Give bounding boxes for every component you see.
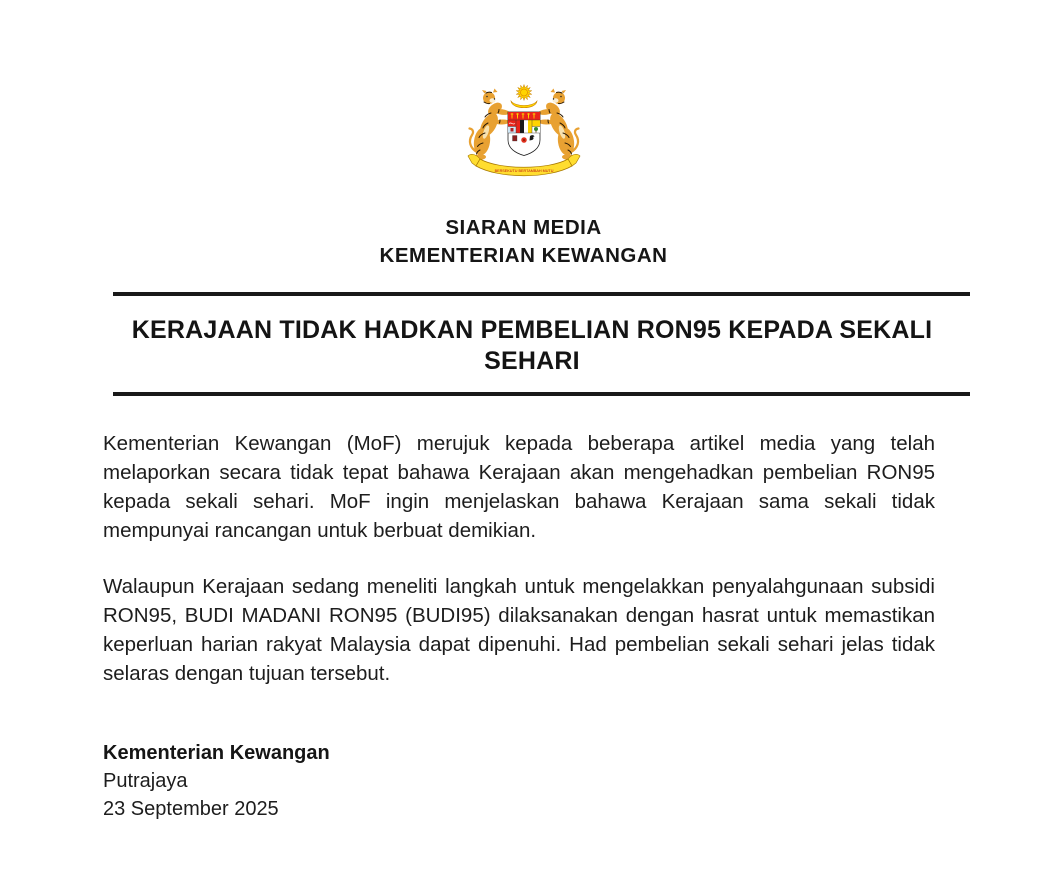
signoff-date: 23 September 2025 [103, 798, 279, 820]
tiger-right-supporter [538, 89, 578, 160]
crescent [511, 101, 537, 108]
press-release-label: SIARAN MEDIA [445, 216, 602, 239]
divider-bottom [113, 392, 970, 396]
tiger-left-supporter [469, 89, 509, 160]
paragraph-1: Kementerian Kewangan (MoF) merujuk kepada beberapa artikel media yang telah melaporkan secara tidak tepat bahawa Kerajaan akan mengehadkan pembelian RON95 kepada sekali sehari. MoF ingin menjelaskan bahawa Kerajaan sama sekali tidak mempunyai rancangan untuk berbuat demikian. [103, 432, 935, 542]
signoff-location: Putrajaya [103, 770, 188, 792]
press-release-title: KERAJAAN TIDAK HADKAN PEMBELIAN RON95 KEPADA SEKALI SEHARI [131, 316, 933, 375]
divider-top [113, 292, 970, 296]
motto-text: BERSEKUTU BERTAMBAH MUTU [494, 169, 553, 173]
fourteen-point-star [516, 85, 532, 101]
malaysia-coat-of-arms [454, 84, 594, 189]
shield [508, 112, 540, 156]
document-header [0, 214, 1047, 270]
signoff-block [103, 739, 971, 823]
body-text [103, 429, 971, 688]
ministry-name: KEMENTERIAN KEWANGAN [379, 244, 668, 267]
coat-of-arms-graphic [454, 84, 594, 189]
signoff-organisation: Kementerian Kewangan [103, 742, 330, 764]
paragraph-2: Walaupun Kerajaan sedang meneliti langkah untuk mengelakkan penyalahgunaan subsidi RON95, BUDI MADANI RON95 (BUDI95) dilaksanakan dengan hasrat untuk memastikan keperluan harian rakyat Malaysia dapat dipenuhi. Had pembelian sekali sehari jelas tidak selaras dengan tujuan tersebut. [103, 575, 935, 685]
